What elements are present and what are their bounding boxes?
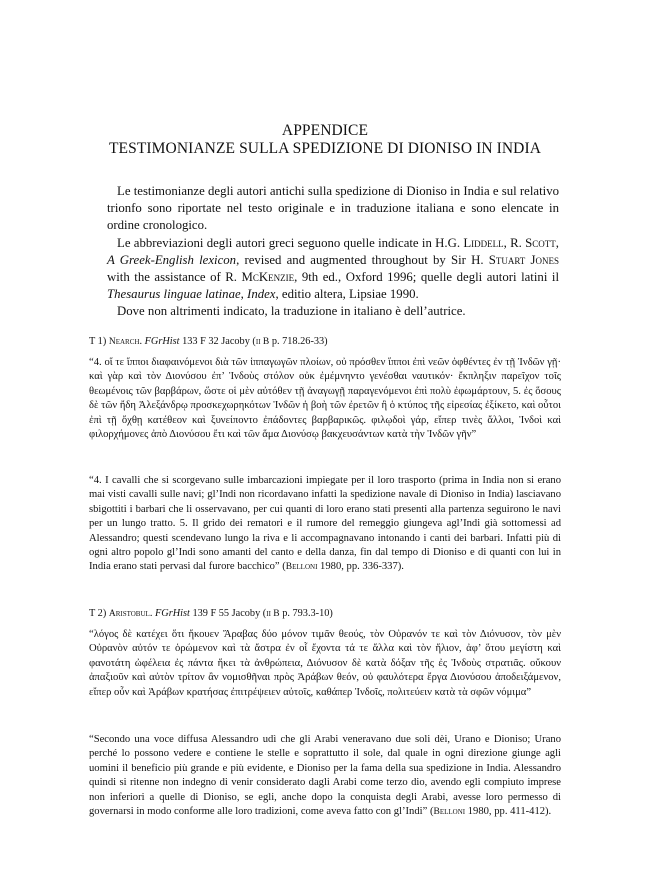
book-title: A Greek-English lexicon (107, 252, 237, 267)
greek-text: “4. οἵ τε ἵπποι διαφαινόμενοι διὰ τῶν ἱππαγωγῶν πλοίων, οὐ πρόσθεν ἵπποι ἐπὶ νεῶν ὀφθέντες ἐν τῇ Ἰνδῶν γῇ· καὶ γὰρ καὶ τὸν Διονύσου ἐπ’ Ἰνδοὺς στόλον οὐκ ἐμέμνηντο γενέσθαι ναυτικόν· ἔκπληξιν παρεῖχον τοῖς θεωμένοις τῶν βαρβάρων, ὥστε οἱ μὲν αὐτόθεν τῇ ἀναγωγῇ παραγενόμενοι ἐπὶ πολὺ ἐφωμάρτουν, 5. ἐς ὅσους δὲ τῶν ἤδη Ἀλεξάνδρῳ προσκεχωρηκότων Ἰνδῶν ἡ βοὴ τῶν ἐρετῶν ἢ ὁ κτύπος τῆς εἰρεσίας ἐξίκετο, καὶ οὗτοι ἐπὶ τῇ ὄχθῃ κατέθεον καὶ ξυνείποντο ἐπάδοντες βαρβαρικῶς. φιλῳδοὶ γάρ, εἴπερ τινὲς ἄλλοι, Ἰνδοὶ καὶ φιλορχήμονες ἀπὸ Διονύσου ἔτι καὶ τῶν ἅμα Διονύσῳ βακχευσάντων κατὰ τὴν Ἰνδῶν γῆν” (89, 357, 561, 441)
testimonium-1-heading: T 1) Nearch. FGrHist 133 F 32 Jacoby (ii B p. 718.26-33) (89, 336, 328, 347)
source-reference: 133 F 32 Jacoby ( (179, 336, 256, 347)
ancient-author: Aristobul (108, 609, 150, 619)
source-reference: 139 F 55 Jacoby ( (189, 608, 267, 619)
source-work: FGrHist (144, 336, 180, 347)
citation-ref: 1980, pp. 411-412). (465, 806, 552, 818)
italian-translation: “4. I cavalli che si scorgevano sulle imbarcazioni impiegate per il loro trasporto (prima in India non si erano mai visti cavalli sulle navi; gl’Indi non ricordavano infatti la spedizione navale di Dioniso in India) lasciavano sbigottiti i barbari che li osservavano, per cui quanti di loro erano stati presenti alla partenza seguirono le navi per un lungo tratto. 5. Il grido dei rematori e il rumore del remeggio giungeva agl’Indi già sottomessi ad Alessandro; questi scendevano lungo la riva e li accompagnavano intonando i canti dei barbari. Infatti più di ogni altro popolo gl’Indi sono amanti del canto e della danza, fin dal tempo di Dioniso e di quanti con lui in India erano stati pervasi dal furore bacchico” (Belloni 1980, pp. 336-337). (89, 475, 561, 573)
intro-paragraph-3: Dove non altrimenti indicato, la traduzione in italiano è dell’autrice. (117, 304, 466, 319)
author-name: Liddell (463, 235, 504, 250)
volume-ref: ii B (255, 337, 270, 347)
intro-text: , editio altera, Lipsiae 1990. (275, 287, 419, 302)
appendix-subtitle: TESTIMONIANZE SULLA SPEDIZIONE DI DIONISO IN INDIA (108, 140, 542, 157)
testimonium-1-italian (89, 474, 561, 575)
italian-translation: “Secondo una voce diffusa Alessandro udì che gli Arabi veneravano due soli dèi, Urano e Dioniso; Urano perché lo possono vedere e contiene le stelle e soprattutto il sole, dal quale in ogni direzione giunge agli uomini il beneficio più grande e più evidente, e Dioniso per la fama della sua spedizione in India. Alessandro quindi si ritenne non indegno di venir considerato dagli Arabi come terzo dio, avendo egli compiuto imprese non inferiori a quelle di Dioniso, se egli, anche dopo la conquista degli Arabi, avesse loro permesso di governarsi in modo conforme alle loro tradizioni, come aveva fatto con gl’Indi” (Belloni 1980, pp. 411-412). (89, 734, 561, 818)
citation-author: Belloni (433, 807, 466, 818)
book-title: Thesaurus linguae latinae, Index (107, 287, 276, 302)
author-name: McKenzie (241, 270, 295, 285)
ancient-author: Nearch (108, 337, 140, 347)
page-ref: p. 793.3-10) (279, 608, 333, 619)
testimonium-2-heading: T 2) Aristobul. FGrHist 139 F 55 Jacoby (ii B p. 793.3-10) (89, 608, 333, 619)
intro-text: , 9th ed., Oxford 1996; quelle degli autori latini il (294, 270, 559, 285)
author-name: Scott (525, 235, 556, 250)
testimonium-number: T 2) (89, 608, 109, 619)
source-work: FGrHist (154, 608, 190, 619)
intro-text: , R. (503, 235, 526, 250)
intro-text: , (555, 235, 559, 250)
introduction (107, 183, 559, 321)
testimonium-2-italian (89, 733, 561, 819)
testimonium-1-greek (89, 356, 561, 442)
citation-ref: 1980, pp. 336-337). (317, 561, 404, 573)
appendix-title: APPENDICE (281, 122, 369, 139)
author-name: Stuart Jones (488, 252, 559, 267)
intro-paragraph-1: Le testimonianze degli autori antichi sulla spedizione di Dioniso in India e sul relativo trionfo sono riportate nel testo originale e in traduzione italiana e sono elencate in ordine cronologico. (107, 184, 559, 233)
citation-author: Belloni (285, 562, 318, 573)
intro-text: , revised and augmented throughout by Sir H. (236, 252, 489, 267)
intro-text: Le abbreviazioni degli autori greci seguono quelle indicate in H.G. (117, 235, 464, 250)
intro-text: with the assistance of R. (107, 270, 242, 285)
translation-text: “Secondo una voce diffusa Alessandro udì che gli Arabi veneravano due soli dèi, Urano e Dioniso; Urano perché lo possono vedere e contiene le stelle e soprattutto il sole, dal quale in ogni direzione giunge agli uomini il beneficio più grande e più evidente, e Dioniso per la fama della sua spedizione in India. Alessandro quindi si ritenne non indegno di venir considerato dagli Arabi come terzo dio, avendo egli compiuto imprese non inferiori a quelle di Dioniso, se egli, anche dopo la conquista degli Arabi, avesse loro permesso di governarsi in modo conforme alle loro tradizioni, come aveva fatto con gl’Indi” (89, 734, 561, 818)
intro-paragraph-2 (107, 235, 559, 304)
volume-ref: ii B (266, 609, 280, 619)
page-ref: p. 718.26-33) (269, 336, 328, 347)
translation-text: “4. I cavalli che si scorgevano sulle imbarcazioni impiegate per il loro trasporto (prima in India non si erano mai visti cavalli sulle navi; gl’Indi non ricordavano infatti la spedizione navale di Dioniso in India) lasciavano sbigottiti i barbari che li osservavano, per cui quanti di loro erano stati presenti alla partenza seguirono le navi per un lungo tratto. 5. Il grido dei rematori e il rumore del remeggio giungeva agl’Indi già sottomessi ad Alessandro; questi scendevano lungo la riva e li accompagnavano intonando i canti dei barbari. Infatti più di ogni altro popolo gl’Indi sono amanti del canto e della danza, fin dal tempo di Dioniso e di quanti con lui in India erano stati pervasi dal furore bacchico” (89, 475, 561, 573)
greek-text: “λόγος δὲ κατέχει ὅτι ἤκουεν Ἄραβας δύο μόνον τιμᾶν θεούς, τὸν Οὐρανόν τε καὶ τὸν Διόνυσον, τὸν μὲν Οὐρανὸν αὐτόν τε ὁρώμενον καὶ τὰ ἄστρα ἐν οἷ ἔχοντα τά τε ἄλλα καὶ τὸν ἥλιον, ἀφ’ ὅτου μεγίστη καὶ φανοτάτη ὠφέλεια ἐς πάντα ἥκει τὰ ἀνθρώπεια, Διόνυσον δὲ κατὰ δόξαν τῆς ἐς Ἰνδοὺς στρατιᾶς. οὔκουν ἀπαξιοῦν καὶ αὐτὸν τρίτον ἂν νομισθῆναι πρὸς Ἀράβων θεόν, οὐ φαυλότερα ἔργα Διονύσου ἀποδειξάμενον, εἴπερ οὖν καὶ Ἀράβων κρατήσας ἐπιτρέψειεν αὐτοῖς, καθάπερ Ἰνδοῖς, πολιτεύειν κατὰ τὰ σφῶν νόμιμα” (89, 629, 561, 698)
testimonium-2-greek (89, 628, 561, 700)
testimonium-number: T 1) (89, 336, 109, 347)
